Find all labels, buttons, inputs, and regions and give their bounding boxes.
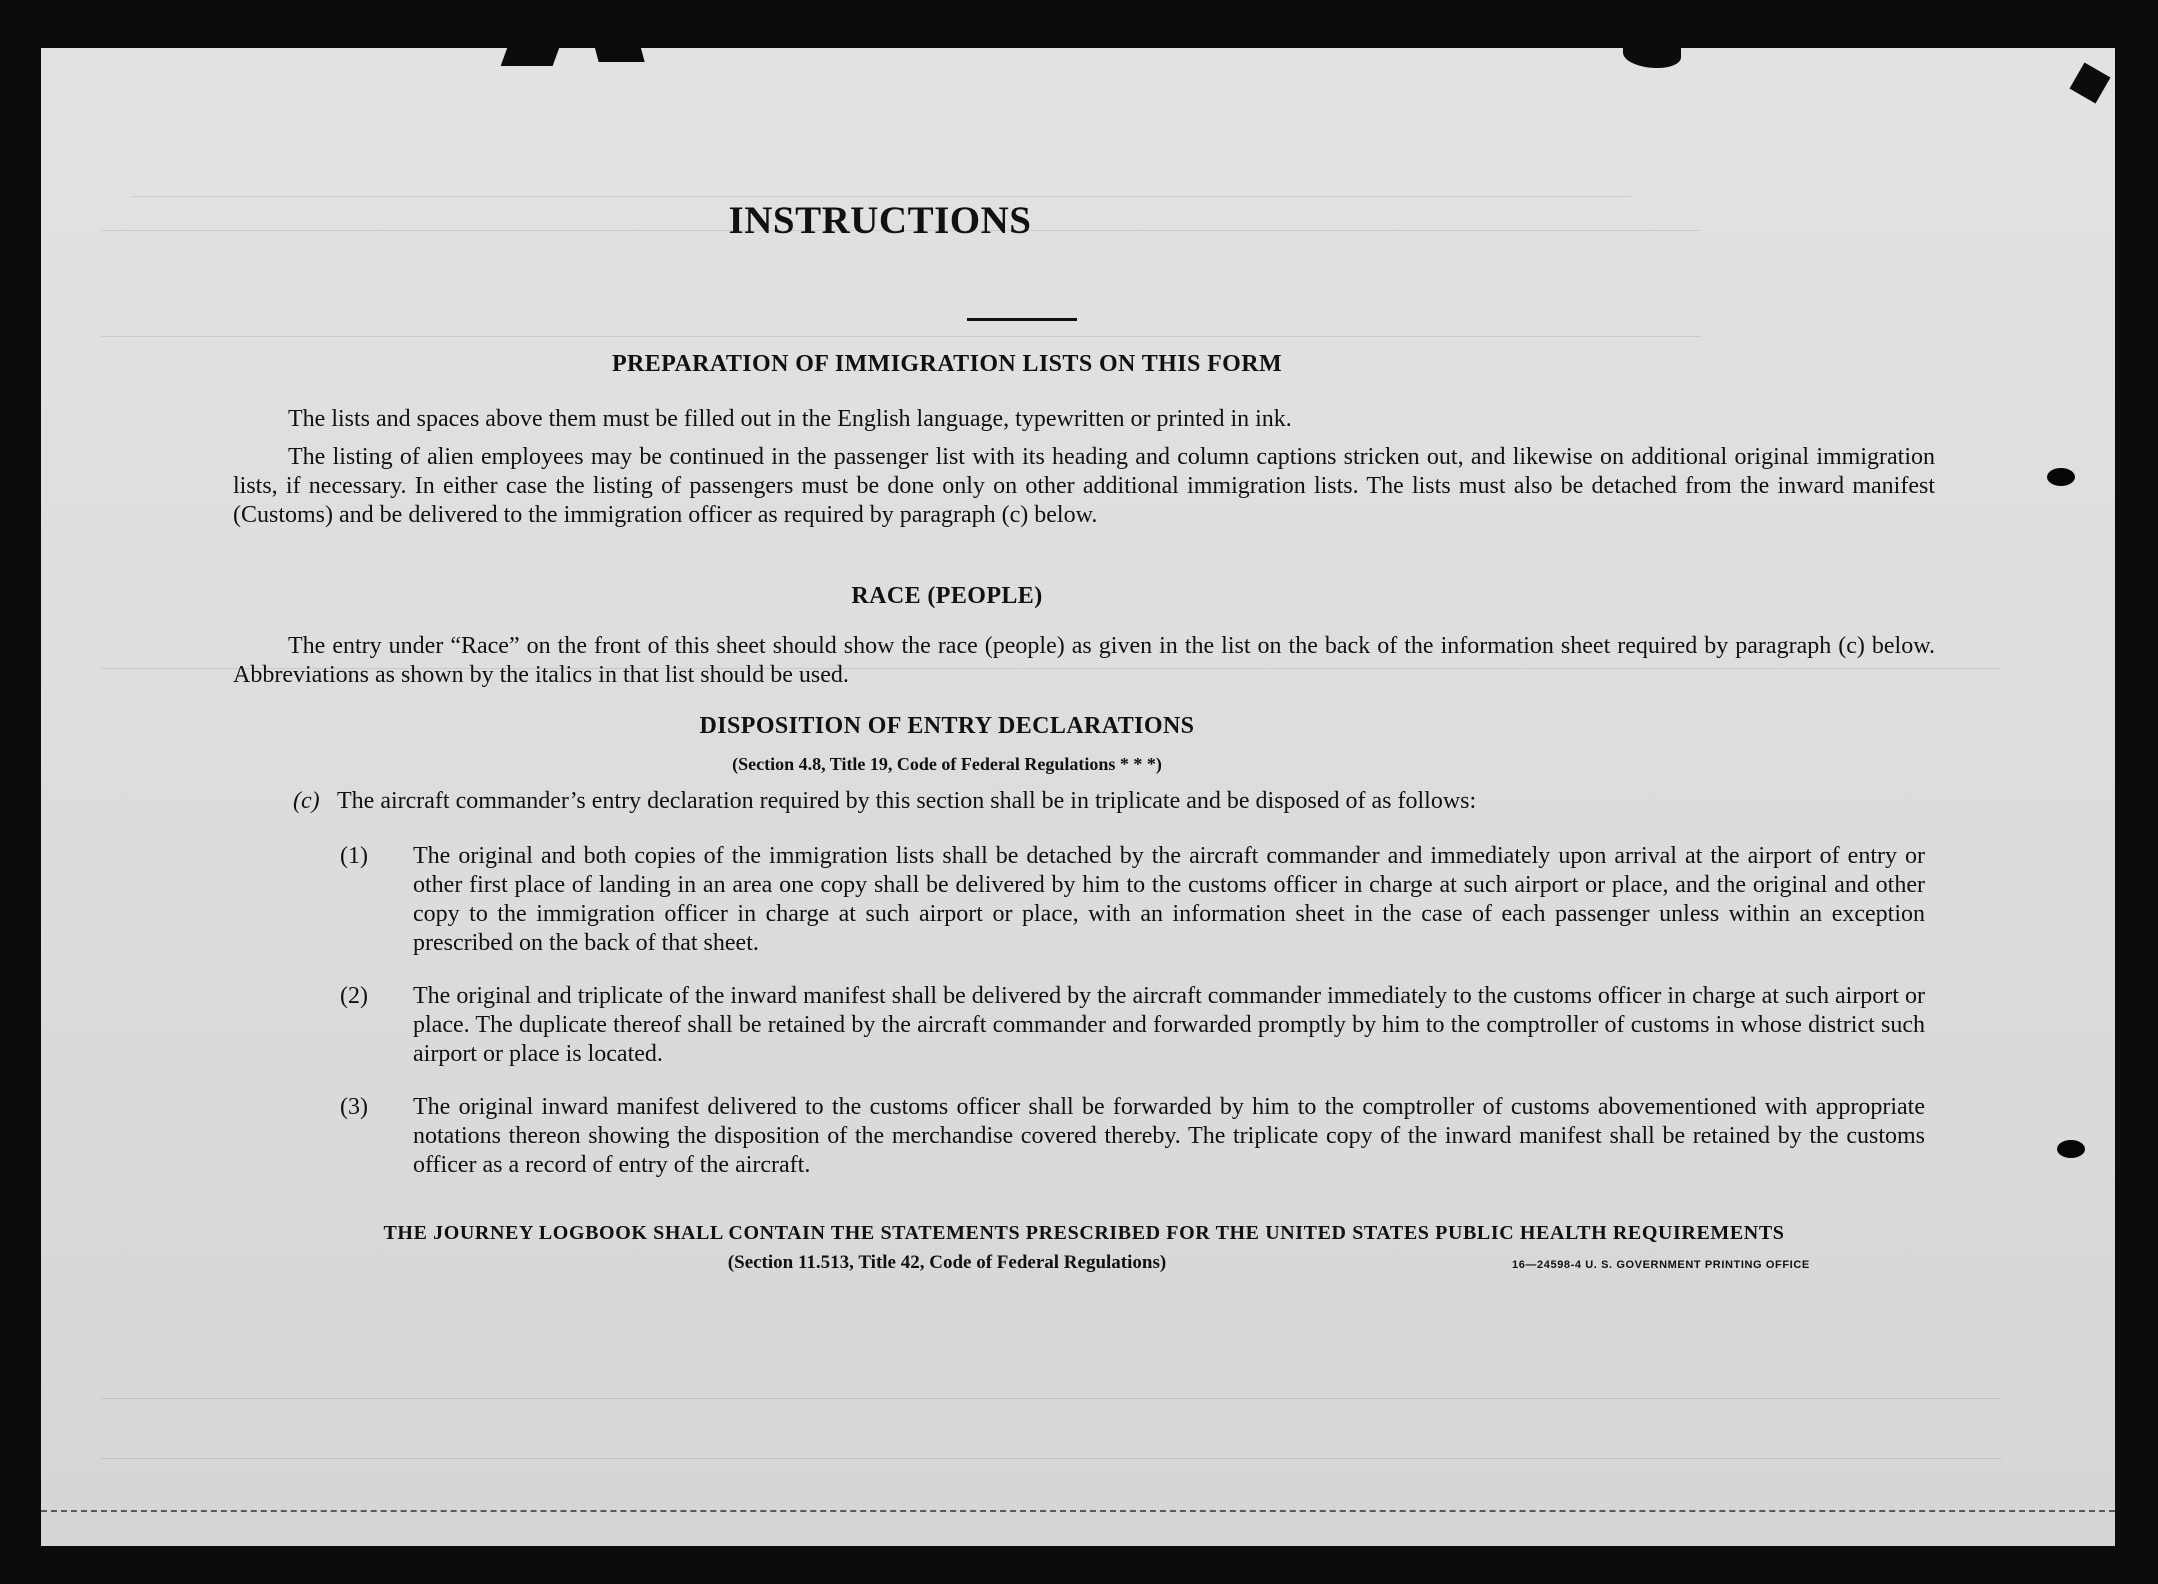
section-heading-preparation: PREPARATION OF IMMIGRATION LISTS ON THIS FORM: [611, 351, 1283, 377]
list-item-text: The original and triplicate of the inward manifest shall be delivered by the aircraft commander immediately to the customs officer in charge at such airport or place. The duplicate thereof shall be retained by the aircraft commander and forwarded promptly by him to the comptroller of customs in whose district such airport or place is located.: [413, 983, 1925, 1067]
title-underline: [967, 318, 1077, 321]
list-item-number: (2): [340, 983, 368, 1009]
disposition-citation: (Section 4.8, Title 19, Code of Federal Regulations * * *): [732, 754, 1162, 774]
paragraph-preparation-1: [233, 405, 1935, 434]
list-item-number: (1): [340, 843, 368, 869]
paragraph-text: The aircraft commander’s entry declaration required by this section shall be in triplicate and be disposed of as follows:: [337, 788, 1477, 814]
paragraph-text: The lists and spaces above them must be filled out in the English language, typewritten or printed in ink.: [288, 406, 1292, 432]
footer-statement: THE JOURNEY LOGBOOK SHALL CONTAIN THE STATEMENTS PRESCRIBED FOR THE UNITED STATES PUBLIC HEALTH REQUIREMENTS: [383, 1222, 1785, 1244]
disposition-intro: [293, 787, 1933, 816]
list-item-text: The original and both copies of the immigration lists shall be detached by the aircraft commander and immediately upon arrival at the airport of entry or other first place of landing in an area one copy shall be delivered by him to the customs officer in charge at such airport or place, and the original and other copy to the immigration officer in charge at such airport or place, with an information sheet in the case of each passenger unless within an exception prescribed on the back of that sheet.: [413, 843, 1925, 956]
paragraph-race: [233, 632, 1935, 690]
section-heading-race: RACE (PEOPLE): [851, 583, 1043, 609]
list-item-text: The original inward manifest delivered to the customs officer shall be forwarded by him to the comptroller of customs abovementioned with appropriate notations thereon showing the disposition of the merchandise covered thereby. The triplicate copy of the inward manifest shall be retained by the customs officer as a record of entry of the aircraft.: [413, 1094, 1925, 1178]
paragraph-text: The entry under “Race” on the front of this sheet should show the race (people) as given in the list on the back of the information sheet required by paragraph (c) below. Abbreviations as shown by the italics in that list should be used.: [233, 633, 1935, 688]
footer-citation: (Section 11.513, Title 42, Code of Federal Regulations): [727, 1252, 1167, 1273]
paragraph-text: The listing of alien employees may be continued in the passenger list with its heading and column captions stricken out, and likewise on additional original immigration lists, if necessary. In either case the listing of passengers must be done only on other additional immigration lists. The lists must also be detached from the inward manifest (Customs) and be delivered to the immigration officer as required by paragraph (c) below.: [233, 444, 1935, 528]
printer-mark: 16—24598-4 U. S. GOVERNMENT PRINTING OFFICE: [1512, 1259, 1810, 1271]
page-title: INSTRUCTIONS: [728, 199, 1032, 242]
list-item-number: (3): [340, 1094, 368, 1120]
paragraph-preparation-2: [233, 443, 1935, 530]
list-item-1: [340, 842, 1925, 958]
paragraph-label: (c): [293, 788, 320, 814]
list-item-2: [340, 982, 1925, 1069]
section-heading-disposition: DISPOSITION OF ENTRY DECLARATIONS: [699, 713, 1195, 739]
list-item-3: [340, 1093, 1925, 1180]
